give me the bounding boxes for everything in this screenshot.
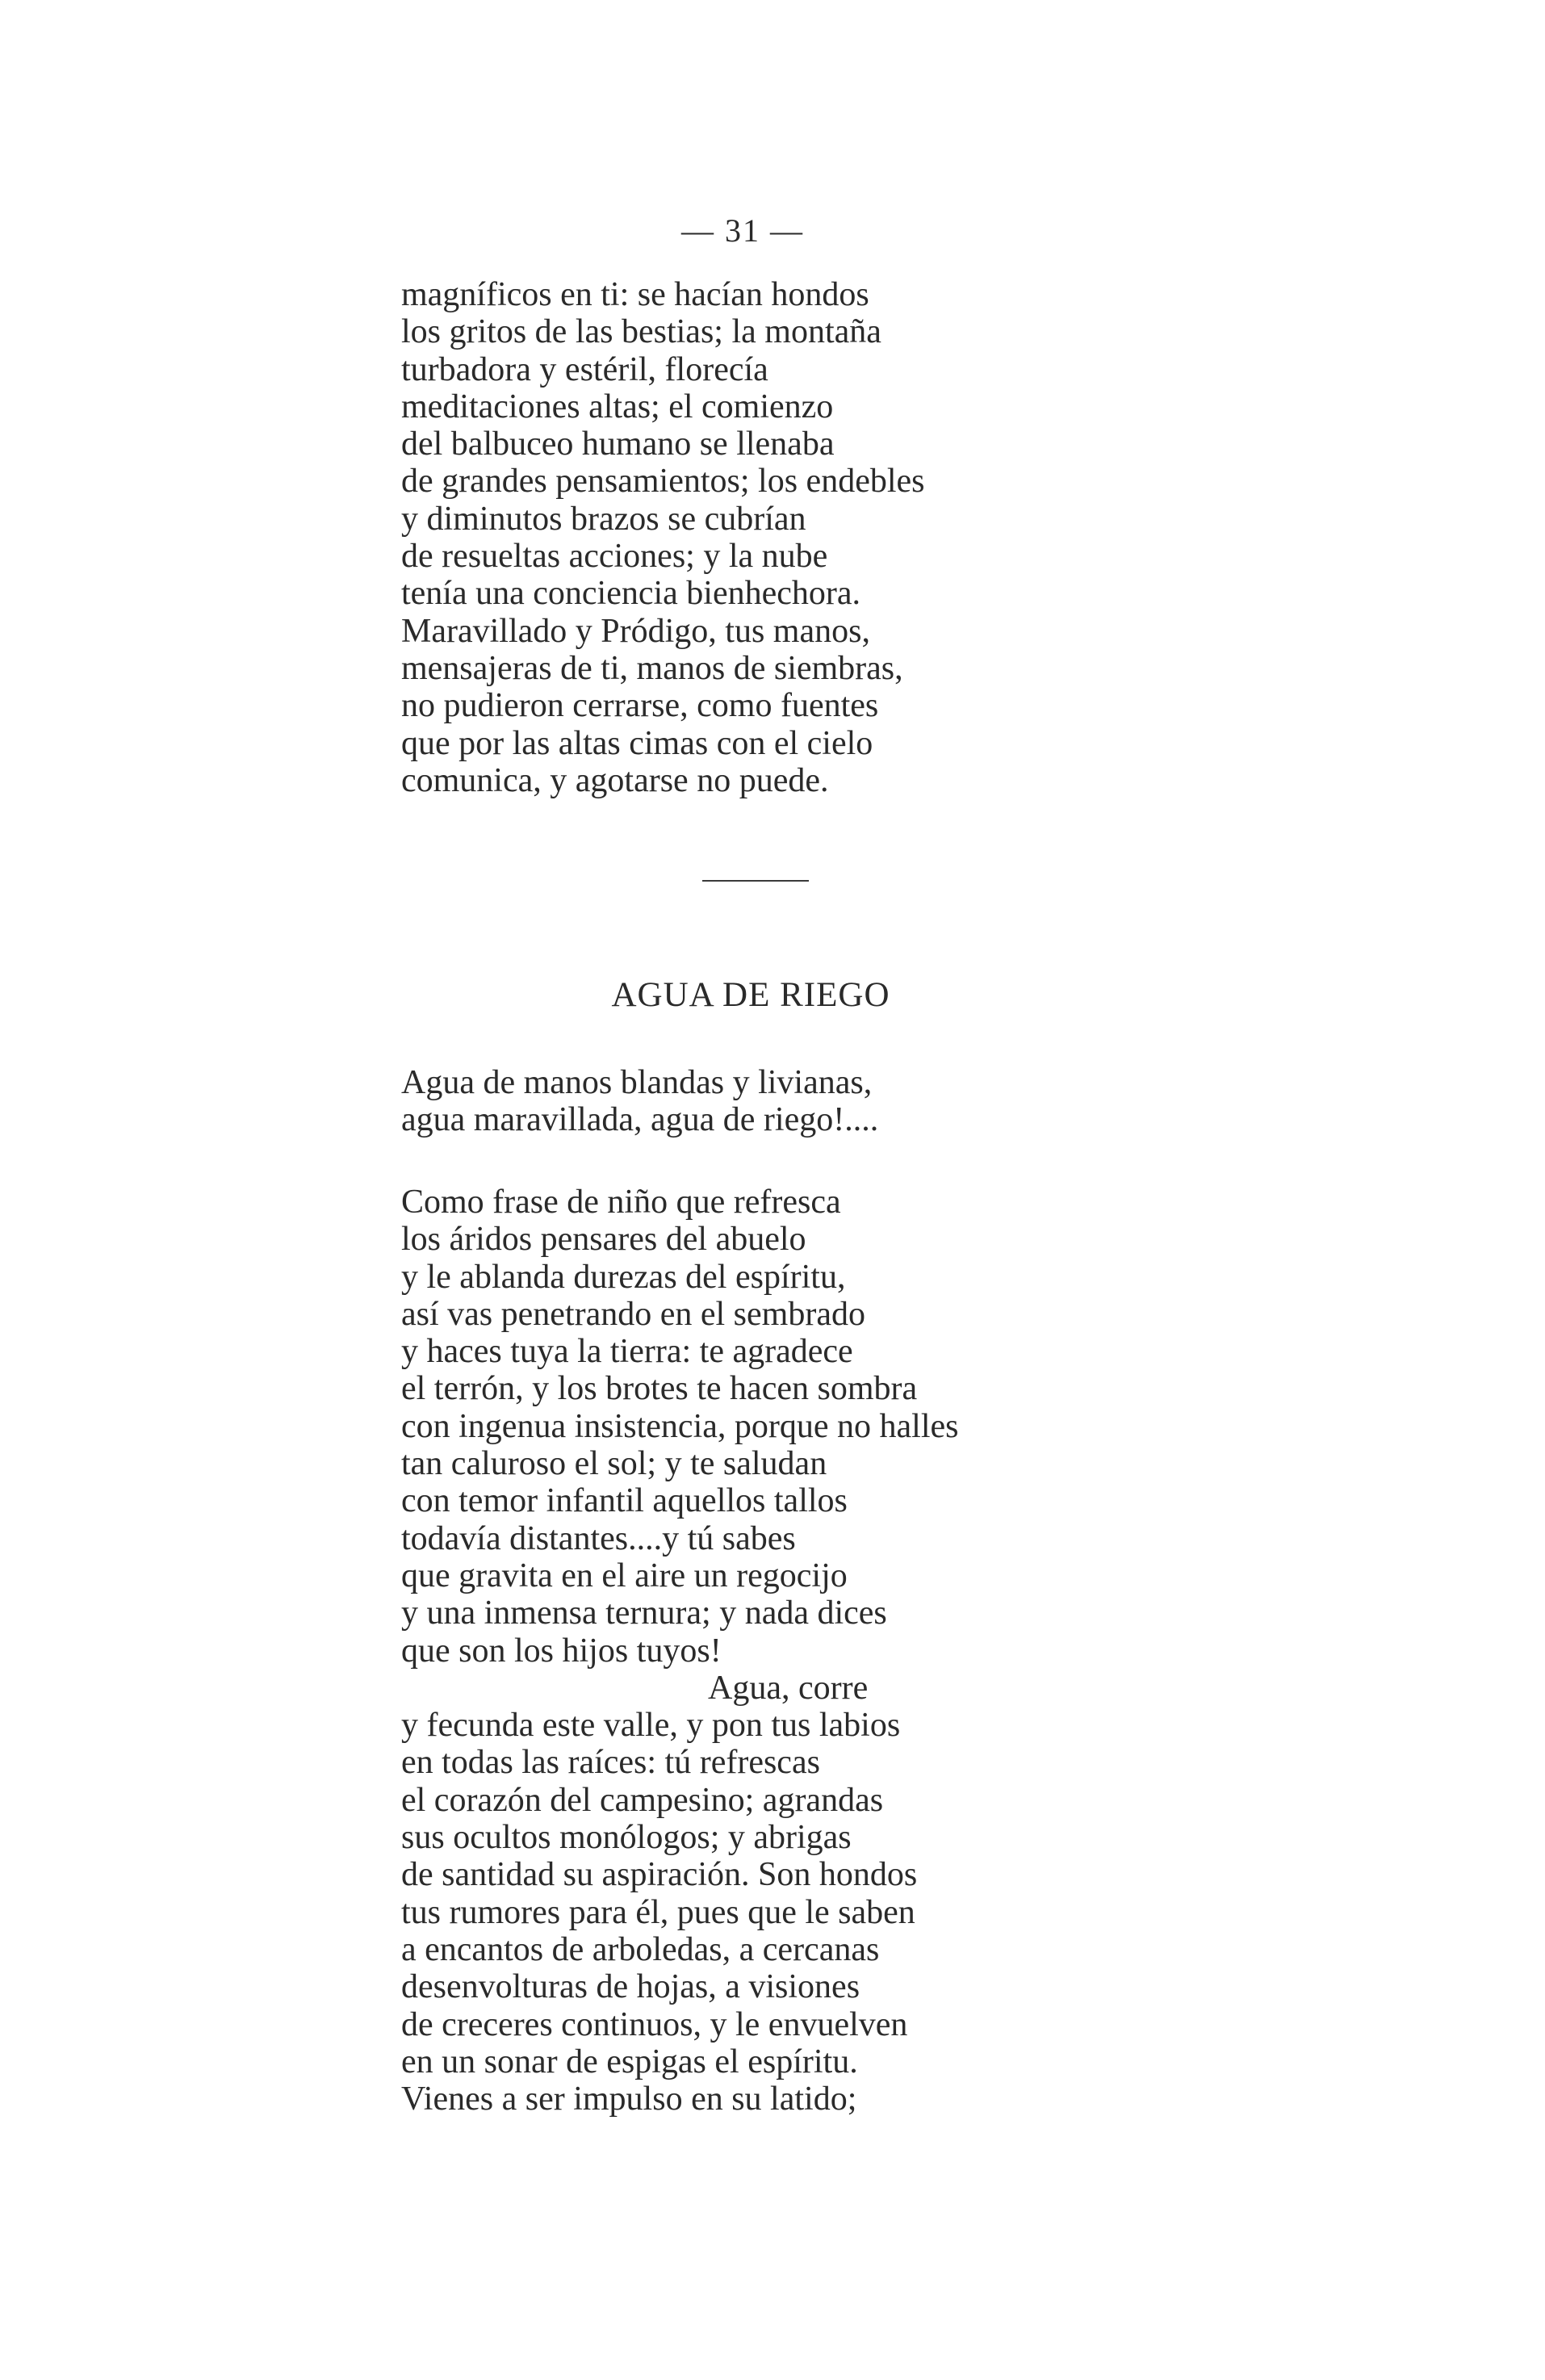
verse-line: y le ablanda durezas del espíritu, [401,1258,846,1296]
verse-line: y fecunda este valle, y pon tus labios [401,1707,901,1745]
page-number: — 31 — [681,212,804,249]
verse-line: de creceres continuos, y le envuelven [401,2005,908,2043]
verse-line: los gritos de las bestias; la montaña [401,313,881,351]
section-divider [702,880,809,882]
verse-line: el terrón, y los brotes te hacen sombra [401,1370,918,1408]
verse-line: que por las altas cimas con el cielo [401,724,873,762]
verse-line: meditaciones altas; el comienzo [401,388,834,425]
verse-line: tus rumores para él, pues que le saben [401,1893,915,1931]
verse-line: el corazón del campesino; agrandas [401,1781,884,1819]
poem-title: AGUA DE RIEGO [611,976,890,1014]
verse-line: en un sonar de espigas el espíritu. [401,2043,858,2080]
verse-line: turbadora y estéril, florecía [401,350,768,388]
verse-line: y una inmensa ternura; y nada dices [401,1594,887,1632]
verse-line: así vas penetrando en el sembrado [401,1295,865,1333]
verse-line: y haces tuya la tierra: te agradece [401,1333,853,1371]
verse-line: con temor infantil aquellos tallos [401,1482,848,1520]
verse-line: a encantos de arboledas, a cercanas [401,1930,880,1968]
verse-line: mensajeras de ti, manos de siembras, [401,649,903,687]
verse-line: tenía una conciencia bienhechora. [401,575,861,613]
verse-line: del balbuceo humano se llenaba [401,425,835,463]
verse-line: de resueltas acciones; y la nube [401,538,828,576]
verse-line: comunica, y agotarse no puede. [401,761,829,799]
verse-line: que gravita en el aire un regocijo [401,1557,848,1594]
poem-intro-stanza [401,1064,878,1139]
verse-line: Agua de manos blandas y livianas, [401,1064,873,1101]
verse-line: sus ocultos monólogos; y abrigas [401,1819,852,1857]
verse-line: Agua, corre [708,1669,869,1707]
verse-line: Vienes a ser impulso en su latido; [401,2080,857,2118]
verse-line: los áridos pensares del abuelo [401,1221,806,1259]
verse-line: con ingenua insistencia, porque no halles [401,1407,959,1445]
poem-body-stanza [401,1184,958,2118]
verse-line: Como frase de niño que refresca [401,1184,841,1221]
verse-line: tan caluroso el sol; y te saludan [401,1445,827,1483]
previous-poem-ending [401,276,925,799]
verse-line: magníficos en ti: se hacían hondos [401,276,869,313]
verse-line: en todas las raíces: tú refrescas [401,1744,820,1782]
verse-line: de santidad su aspiración. Son hondos [401,1856,918,1894]
verse-line: y diminutos brazos se cubrían [401,500,806,538]
verse-line: no pudieron cerrarse, como fuentes [401,687,879,725]
verse-line: agua maravillada, agua de riego!.... [401,1101,879,1139]
verse-line: todavía distantes....y tú sabes [401,1519,796,1557]
verse-line: Maravillado y Pródigo, tus manos, [401,612,870,650]
verse-line: de grandes pensamientos; los endebles [401,463,925,501]
verse-line: que son los hijos tuyos! [401,1632,722,1670]
verse-line: desenvolturas de hojas, a visiones [401,1968,860,2006]
